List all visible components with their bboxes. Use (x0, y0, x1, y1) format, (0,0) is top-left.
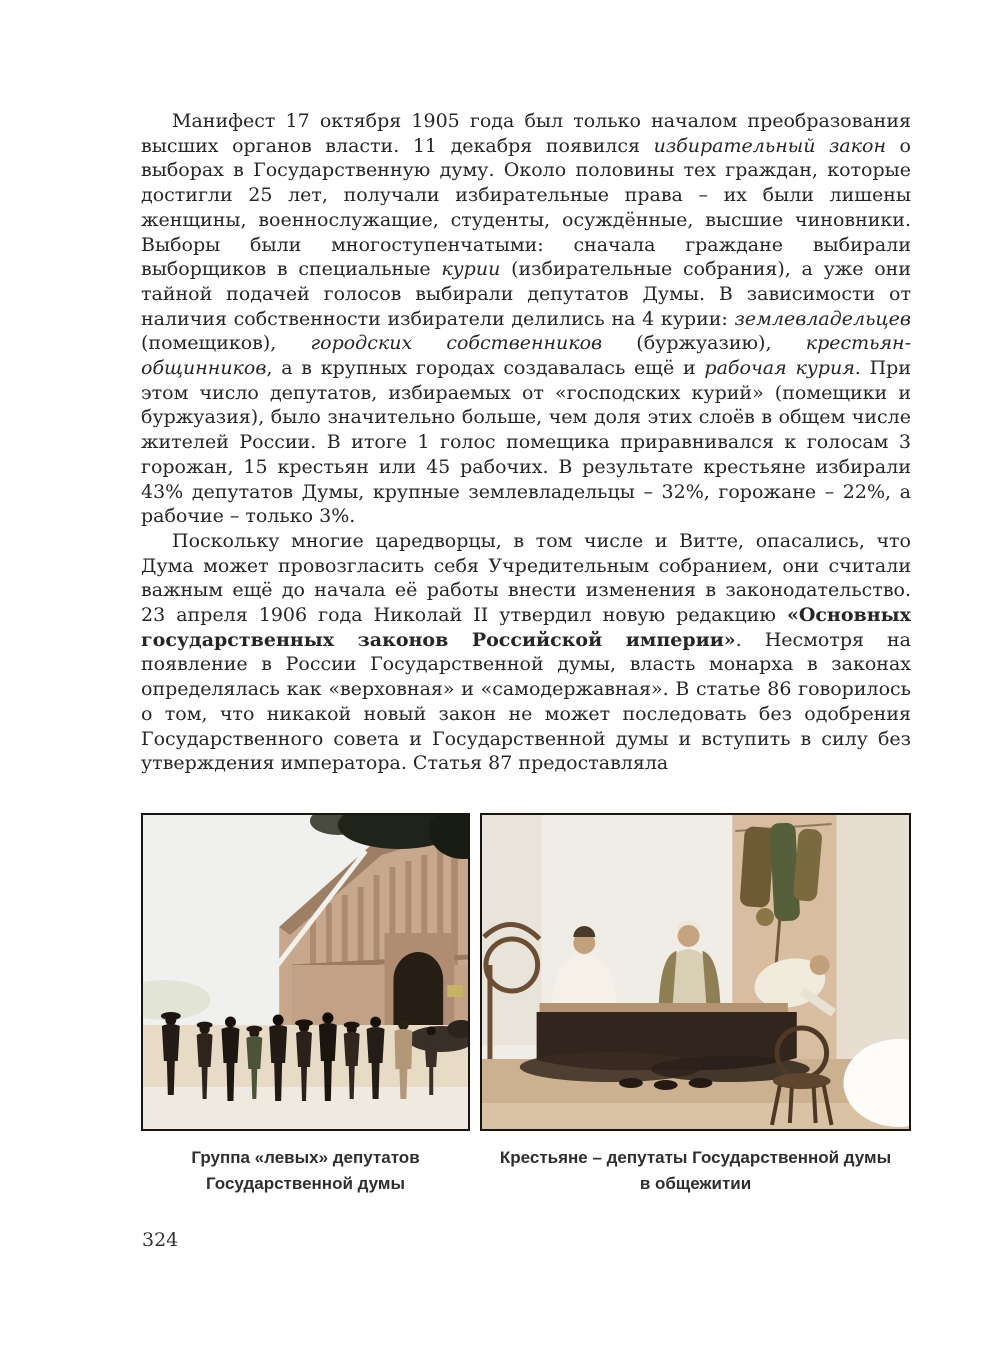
figure-caption-right (480, 1145, 911, 1197)
caption-line: в общежитии (639, 1174, 752, 1193)
caption-line: Крестьяне – депутаты Государственной думы (499, 1148, 892, 1167)
figure-row (141, 813, 911, 1197)
text-run: городских собственников (310, 332, 603, 355)
caption-line: Государственной думы (206, 1174, 405, 1193)
left-deputies-photo-image (143, 815, 468, 1129)
text-run: Поскольку многие царедворцы, в том числе и Витте, опасались, что Дума может провозгласить себя Учредительным собранием, они считали важным ещё до начала её работы внести изменения в законодательство. 23 апреля 1906 года Николай II утвердил новую редакцию (141, 529, 911, 627)
figure-left-deputies (141, 813, 470, 1197)
text-run: курии (441, 258, 501, 281)
text-run: рабочая курия (704, 357, 855, 380)
text-run: крестьян-общинников (141, 332, 911, 380)
peasant-deputies-photo-image (482, 815, 909, 1129)
page-number: 324 (142, 1229, 179, 1251)
text-run: (буржуазию), (602, 332, 806, 355)
text-run: , а в крупных городах создавалась ещё и (266, 357, 705, 380)
text-run: избирательный закон (653, 134, 886, 157)
photo-peasant-deputies (480, 813, 911, 1131)
text-run: (избирательные собрания), а уже они тайной подачей голосов выбирали депутатов Думы. В зависимости от наличия собственности избиратели делились на 4 курии: (141, 258, 912, 330)
photo-left-deputies (141, 813, 470, 1131)
paragraph-manifesto (141, 109, 911, 529)
paragraph-fundamental-laws (141, 529, 911, 776)
text-run: . При этом число депутатов, избираемых от «господских курий» (помещики и буржуазия), было значительно больше, чем доля этих слоёв в общем числе жителей России. В итоге 1 голос помещика приравнивался к голосам 3 горожан, 15 крестьян или 45 рабочих. В результате крестьяне избирали 43% депутатов Думы, крупные землевладельцы – 32%, горожане – 22%, а рабочие – только 3%. (141, 357, 911, 528)
text-run: . Несмотря на появление в России Государственной думы, власть монарха в законах определялась как «верховная» и «самодержавная». В статье 86 говорилось о том, что никакой новый закон не может последовать без одобрения Государственного совета и Государственной думы и вступить в силу без утверждения императора. Статья 87 предоставляла (141, 628, 911, 775)
caption-line: Группа «левых» депутатов (191, 1148, 420, 1167)
body-text (141, 109, 911, 776)
figure-peasant-deputies (480, 813, 911, 1197)
figure-caption-left (141, 1145, 470, 1197)
text-run: (помещиков), (141, 332, 311, 355)
text-run: землевладельцев (734, 307, 911, 330)
text-run: Манифест 17 октября 1905 года был только началом преобразования высших органов власти. 11 декабря появился (141, 110, 911, 157)
text-run: «Основных государственных законов Российской империи» (141, 604, 911, 651)
text-run: о выборах в Государственную думу. Около половины тех граждан, которые достигли 25 лет, получали избирательные права – их были лишены женщины, военнослужащие, студенты, осуждённые, высшие чиновники. Выборы были многоступенчатыми: сначала граждане выбирали выборщиков в специальные (141, 134, 911, 281)
